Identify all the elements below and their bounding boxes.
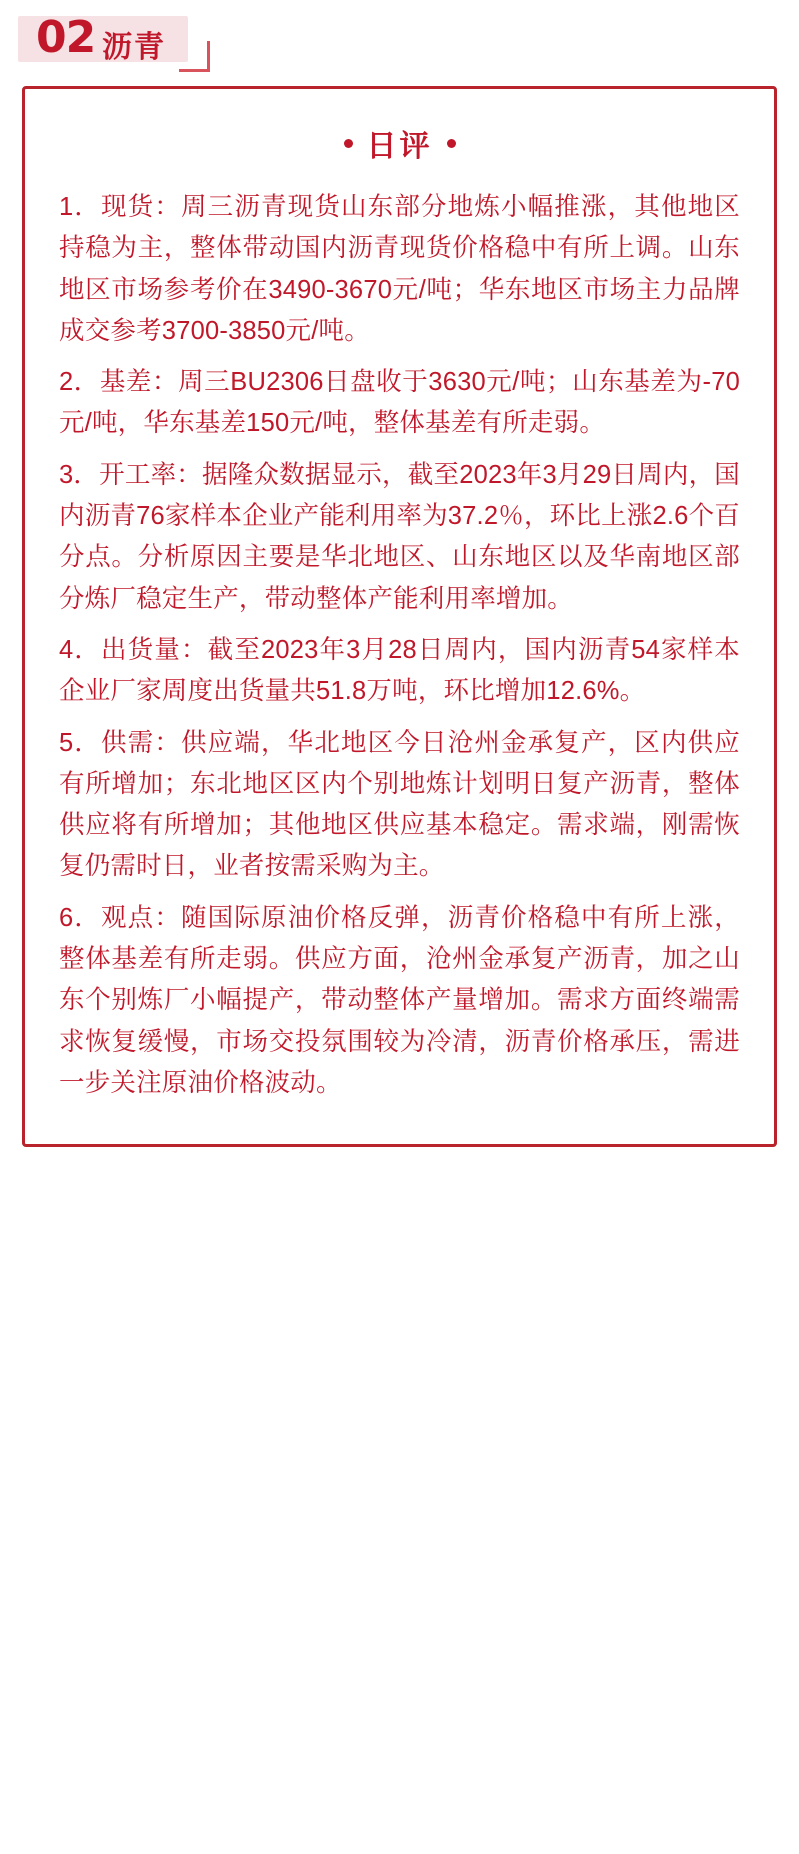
report-page [0, 10, 799, 1854]
card-title: 日评 [366, 130, 433, 163]
dot-right-icon [447, 139, 456, 148]
paragraph-shipment: 4．出货量：截至2023年3月28日周内，国内沥青54家样本企业厂家周度出货量共51.8万吨，环比增加12.6%。 [59, 635, 740, 706]
card-title-row [59, 121, 740, 165]
daily-review-card [22, 86, 777, 1147]
paragraph-supply-demand: 5．供需：供应端，华北地区今日沧州金承复产，区内供应有所增加；东北地区区内个别地炼计划明日复产沥青，整体供应将有所增加；其他地区供应基本稳定。需求端，刚需恢复仍需时日，业者按需采购为主。 [59, 728, 740, 881]
dot-left-icon [344, 139, 353, 148]
paragraph-basis: 2．基差：周三BU2306日盘收于3630元/吨；山东基差为-70元/吨，华东基差150元/吨，整体基差有所走弱。 [59, 368, 740, 438]
section-header [18, 10, 218, 72]
section-title: 沥青 [102, 31, 166, 64]
paragraph-viewpoint: 6．观点：随国际原油价格反弹，沥青价格稳中有所上涨，整体基差有所走弱。供应方面，沧州金承复产沥青，加之山东个别炼厂小幅提产，带动整体产量增加。需求方面终端需求恢复缓慢，市场交投氛围较为冷清，沥青价格承压，需进一步关注原油价格波动。 [59, 903, 740, 1097]
header-corner-decoration [179, 41, 210, 72]
paragraph-spot: 1．现货：周三沥青现货山东部分地炼小幅推涨，其他地区持稳为主，整体带动国内沥青现货价格稳中有所上调。山东地区市场参考价在3490-3670元/吨；华东地区市场主力品牌成交参考3700-3850元/吨。 [59, 193, 740, 345]
section-number: 02 [36, 12, 96, 63]
paragraph-operating-rate: 3．开工率：据隆众数据显示，截至2023年3月29日周内，国内沥青76家样本企业产能利用率为37.2％，环比上涨2.6个百分点。分析原因主要是华北地区、山东地区以及华南地区部分炼厂稳定生产，带动整体产能利用率增加。 [59, 460, 740, 613]
